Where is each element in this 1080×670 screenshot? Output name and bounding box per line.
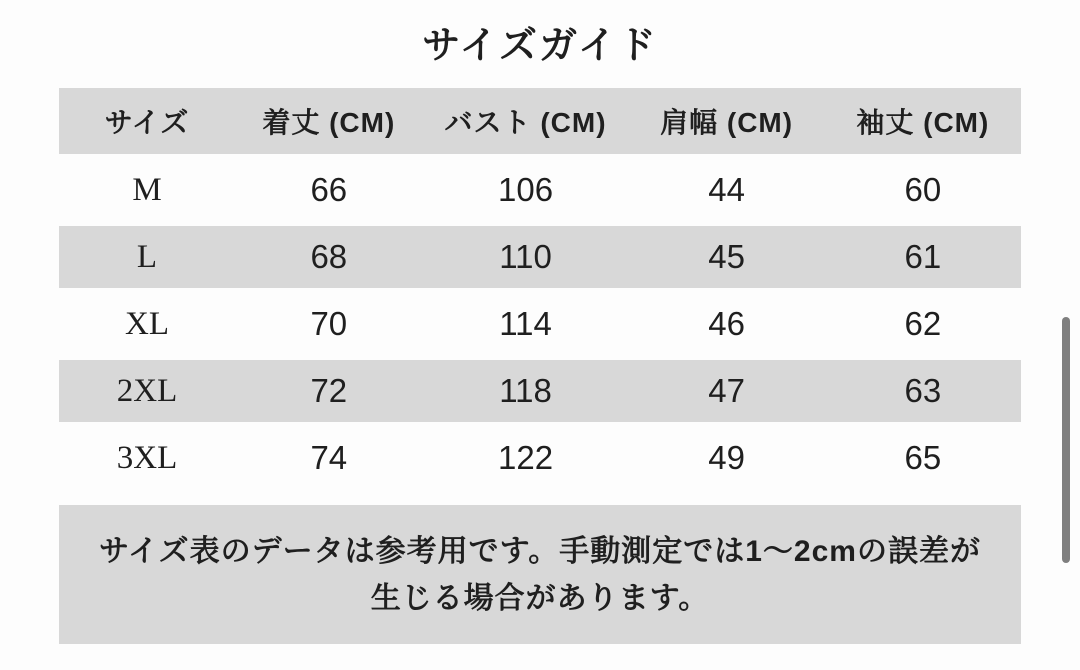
table-row: [59, 159, 1021, 221]
cell-bust: 110: [423, 226, 629, 288]
cell-length: 70: [310, 305, 348, 342]
page-title: サイズガイド: [422, 25, 658, 67]
header-cell-sleeve: 袖丈 (CM): [825, 88, 1021, 154]
cell-shoulder: 49: [708, 439, 745, 476]
cell-size: 2XL: [59, 360, 235, 422]
table-row: [59, 293, 1021, 355]
cell-shoulder: 45: [628, 226, 824, 288]
header-cell-size: サイズ: [59, 88, 235, 154]
cell-length: 68: [235, 226, 423, 288]
cell-sleeve: 62: [904, 305, 942, 342]
header-cell-shoulder: 肩幅 (CM): [628, 88, 824, 154]
cell-length: 72: [235, 360, 423, 422]
cell-size: L: [59, 226, 235, 288]
cell-length: 66: [310, 171, 348, 208]
cell-shoulder: 47: [628, 360, 824, 422]
table-row: [59, 427, 1021, 489]
cell-sleeve: 65: [904, 439, 942, 476]
cell-shoulder: 46: [708, 305, 745, 342]
header-cell-bust: バスト (CM): [423, 88, 629, 154]
cell-bust: 114: [499, 305, 552, 342]
cell-size: 3XL: [116, 439, 178, 476]
cell-bust: 118: [423, 360, 629, 422]
size-note-band: [59, 505, 1021, 644]
cell-sleeve: 60: [904, 171, 942, 208]
size-guide-table: [59, 83, 1021, 494]
size-note-text: サイズ表のデータは参考用です。手動測定では1〜2cmの誤差が生じる場合があります。: [99, 534, 981, 615]
table-header-row: [59, 88, 1021, 154]
header-cell-length: 着丈 (CM): [235, 88, 423, 154]
table-row: [59, 226, 1021, 288]
vertical-scrollbar-thumb[interactable]: [1062, 317, 1070, 563]
cell-sleeve: 63: [825, 360, 1021, 422]
cell-size: XL: [125, 305, 170, 342]
cell-size: M: [132, 171, 162, 208]
cell-length: 74: [310, 439, 348, 476]
table-row: [59, 360, 1021, 422]
cell-bust: 122: [498, 439, 554, 476]
cell-bust: 106: [498, 171, 554, 208]
cell-sleeve: 61: [825, 226, 1021, 288]
cell-shoulder: 44: [708, 171, 745, 208]
